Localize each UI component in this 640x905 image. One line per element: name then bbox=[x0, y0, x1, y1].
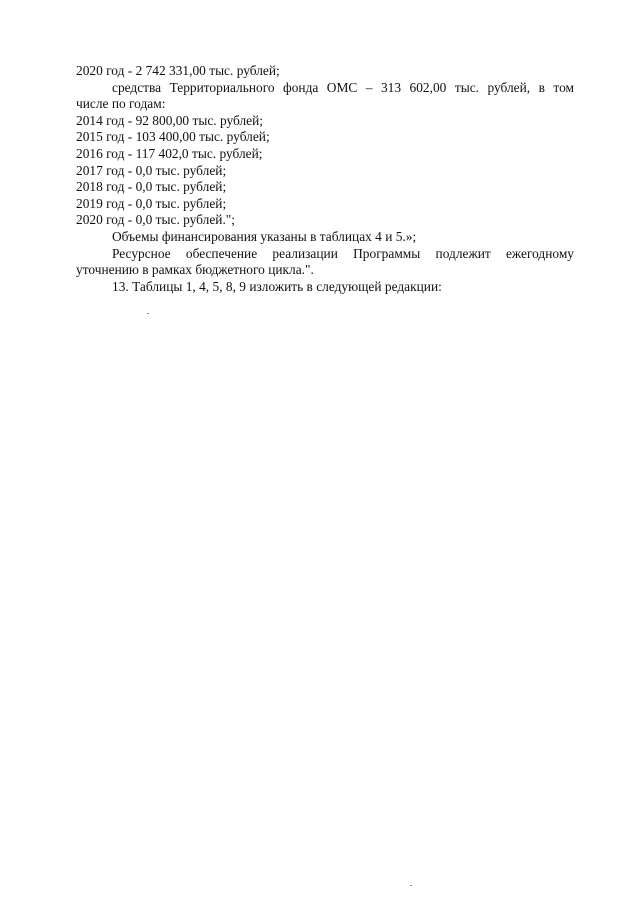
scan-speck bbox=[410, 885, 412, 886]
text-line-2015: 2015 год - 103 400,00 тыс. рублей; bbox=[76, 129, 270, 145]
text-line-2016: 2016 год - 117 402,0 тыс. рублей; bbox=[76, 145, 263, 161]
text-line-2020-total: 2020 год - 2 742 331,00 тыс. рублей; bbox=[76, 63, 280, 78]
paragraph-resource-provision: Ресурсное обеспечение реализации Программы подлежит ежегодному уточнению в рамках бюджетного цикла.". bbox=[76, 245, 574, 278]
text-line-financing-note: Объемы финансирования указаны в таблицах 4 и 5.»; bbox=[112, 228, 417, 244]
text-line-2018: 2018 год - 0,0 тыс. рублей; bbox=[76, 179, 227, 195]
text-line-2017: 2017 год - 0,0 тыс. рублей; bbox=[76, 162, 227, 178]
text-line-item-13: 13. Таблицы 1, 4, 5, 8, 9 изложить в следующей редакции: bbox=[112, 278, 442, 294]
document-body bbox=[76, 63, 574, 295]
scan-speck bbox=[147, 313, 149, 314]
text-line-by-years: числе по годам: bbox=[76, 96, 166, 112]
text-line-2019: 2019 год - 0,0 тыс. рублей; bbox=[76, 195, 227, 211]
text-line-2014: 2014 год - 92 800,00 тыс. рублей; bbox=[76, 112, 263, 128]
text-line-2020: 2020 год - 0,0 тыс. рублей."; bbox=[76, 212, 235, 228]
text-line-fund-oms: средства Территориального фонда ОМС – 313 602,00 тыс. рублей, в том bbox=[112, 79, 574, 95]
